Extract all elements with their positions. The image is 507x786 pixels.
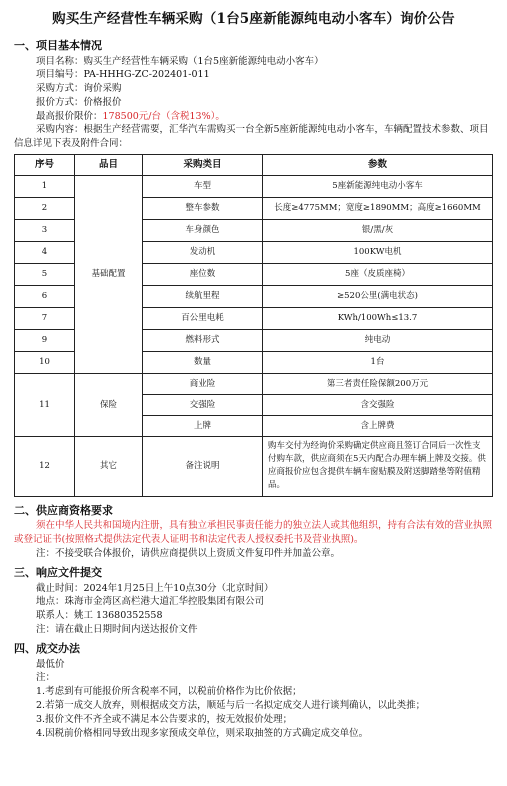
award-note-label: 注： bbox=[36, 672, 56, 684]
cell-group-other: 其它 bbox=[75, 436, 143, 496]
cell-item: 续航里程 bbox=[143, 285, 263, 307]
cell-item: 燃料形式 bbox=[143, 329, 263, 351]
cell-param: 含交强险 bbox=[263, 394, 493, 415]
cell-item: 百公里电耗 bbox=[143, 307, 263, 329]
cell-param: 100KW电机 bbox=[263, 241, 493, 263]
page-title: 购买生产经营性车辆采购（1台5座新能源纯电动小客车）询价公告 bbox=[52, 11, 455, 27]
cell-param: 第三者责任险保额200万元 bbox=[263, 373, 493, 394]
cell-no: 12 bbox=[15, 436, 75, 496]
section1-heading: 一、项目基本情况 bbox=[14, 38, 102, 52]
quote-method: 报价方式：价格报价 bbox=[36, 96, 122, 108]
section-submission bbox=[14, 565, 493, 637]
cell-no: 3 bbox=[15, 219, 75, 241]
cell-param: KWh/100Wh≤13.7 bbox=[263, 307, 493, 329]
table-header-row bbox=[15, 154, 493, 175]
submission-deadline: 截止时间：2024年1月25日上午10点30分（北京时间） bbox=[36, 582, 274, 594]
award-note: 1.考虑到有可能报价所含税率不同，以税前价格作为比价依据； bbox=[36, 686, 302, 698]
cell-no: 5 bbox=[15, 263, 75, 285]
submission-contact: 联系人：姚工 13680352558 bbox=[36, 610, 163, 622]
cell-no: 11 bbox=[15, 373, 75, 436]
award-note: 2.若第一成交人放弃，则根据成交方法，顺延与后一名拟定成交人进行谈判确认，以此类推； bbox=[36, 700, 426, 712]
cell-no: 9 bbox=[15, 329, 75, 351]
project-no: 项目编号：PA-HHHG-ZC-202401-011 bbox=[36, 69, 210, 81]
cell-no: 10 bbox=[15, 351, 75, 373]
cell-param: 5座（皮质座椅） bbox=[263, 263, 493, 285]
section4-heading: 四、成交办法 bbox=[14, 641, 80, 655]
cell-item: 备注说明 bbox=[143, 436, 263, 496]
cell-param: ≥520公里(满电状态) bbox=[263, 285, 493, 307]
cell-param: 银/黑/灰 bbox=[263, 219, 493, 241]
cell-param: 纯电动 bbox=[263, 329, 493, 351]
cell-no: 6 bbox=[15, 285, 75, 307]
cell-param: 5座新能源纯电动小客车 bbox=[263, 175, 493, 197]
section-supplier-requirements bbox=[14, 503, 493, 561]
submission-note: 注：请在截止日期时间内送达报价文件 bbox=[36, 624, 198, 636]
supplier-requirement: 须在中华人民共和国境内注册，具有独立承担民事责任能力的独立法人或其他组织，持有合法有效的营业执照或登记证书(按照格式提供法定代表人证明书和法定代表人授权委托书及营业执照)。 bbox=[14, 520, 493, 546]
cell-param: 含上牌费 bbox=[263, 415, 493, 436]
procurement-content: 采购内容：根据生产经营需要，汇华汽车需购买一台全新5座新能源纯电动小客车，车辆配置技术参数、项目信息详见下表及附件合同： bbox=[14, 124, 489, 150]
submission-address: 地点：珠海市金湾区高栏港大道汇华控股集团有限公司 bbox=[36, 596, 265, 608]
spec-table bbox=[14, 154, 493, 497]
section-award-method bbox=[14, 641, 493, 741]
max-price-value: 178500元/台（含税13%）。 bbox=[102, 110, 225, 122]
cell-param: 1台 bbox=[263, 351, 493, 373]
cell-item: 发动机 bbox=[143, 241, 263, 263]
table-row bbox=[15, 373, 493, 394]
cell-item: 数量 bbox=[143, 351, 263, 373]
cell-item: 上牌 bbox=[143, 415, 263, 436]
project-name: 项目名称：购买生产经营性车辆采购（1台5座新能源纯电动小客车） bbox=[36, 55, 324, 67]
header-no: 序号 bbox=[15, 154, 75, 175]
cell-group-insurance: 保险 bbox=[75, 373, 143, 436]
award-note: 4.因税前价格相同导致出现多家预成交单位，则采取抽签的方式确定成交单位。 bbox=[36, 727, 369, 739]
section3-heading: 三、响应文件提交 bbox=[14, 565, 102, 579]
supplier-note: 注：不接受联合体报价，请供应商提供以上资质文件复印件并加盖公章。 bbox=[36, 548, 341, 560]
max-price bbox=[14, 110, 493, 124]
cell-item: 整车参数 bbox=[143, 197, 263, 219]
cell-item: 交强险 bbox=[143, 394, 263, 415]
cell-param: 长度≥4775MM；宽度≥1890MM；高度≥1660MM bbox=[263, 197, 493, 219]
section-project-info bbox=[14, 38, 493, 151]
cell-no: 7 bbox=[15, 307, 75, 329]
cell-item: 商业险 bbox=[143, 373, 263, 394]
header-category: 品目 bbox=[75, 154, 143, 175]
award-method: 最低价 bbox=[36, 658, 65, 670]
cell-item: 座位数 bbox=[143, 263, 263, 285]
cell-item: 车型 bbox=[143, 175, 263, 197]
cell-group-base: 基础配置 bbox=[75, 175, 143, 373]
header-param: 参数 bbox=[263, 154, 493, 175]
cell-item: 车身颜色 bbox=[143, 219, 263, 241]
cell-no: 1 bbox=[15, 175, 75, 197]
award-note: 3.报价文件不齐全或不满足本公告要求的，按无效报价处理； bbox=[36, 713, 293, 725]
cell-no: 2 bbox=[15, 197, 75, 219]
procurement-method: 采购方式：询价采购 bbox=[36, 83, 122, 95]
table-row bbox=[15, 436, 493, 496]
table-row bbox=[15, 175, 493, 197]
cell-no: 4 bbox=[15, 241, 75, 263]
header-item: 采购类目 bbox=[143, 154, 263, 175]
cell-param: 购车交付为经询价采购确定供应商且签订合同后一次性支付购车款，供应商须在5天内配合办理车辆上牌及交接。供应商报价应包含提供车辆车窗贴膜及附送脚踏垫等附值精品。 bbox=[263, 436, 493, 496]
max-price-label: 最高报价限价： bbox=[36, 110, 103, 122]
section2-heading: 二、供应商资格要求 bbox=[14, 503, 113, 517]
